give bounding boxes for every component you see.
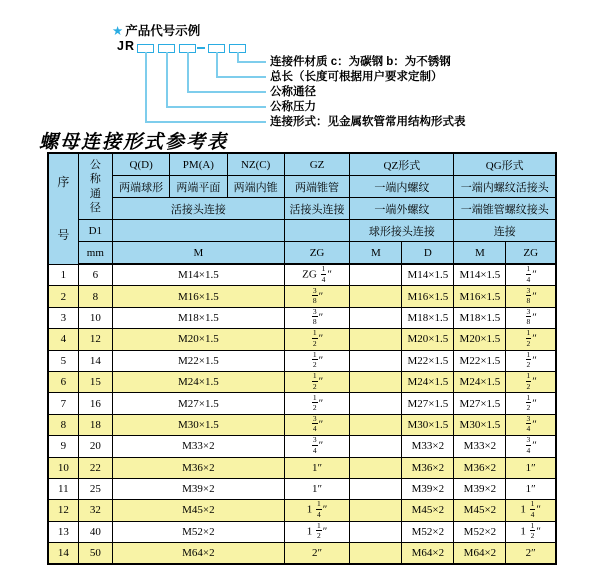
cell-dn: 22 <box>78 457 112 478</box>
cell-gz: ZG $\frac{1}{4}$ ″ <box>284 264 350 286</box>
cell-qg-m: M33×2 <box>454 436 506 457</box>
cell-qg-zg: $\frac{1}{2}$ ″ <box>506 371 556 392</box>
cell-m: M45×2 <box>113 500 285 521</box>
header-pm-sub: 两端平面 <box>170 176 227 198</box>
cell-seq: 13 <box>48 521 78 542</box>
table-row <box>48 436 556 457</box>
table-row <box>48 371 556 392</box>
cell-m: M20×1.5 <box>113 329 285 350</box>
cell-gz: 1″ <box>284 478 350 499</box>
cell-qz-m <box>350 521 402 542</box>
cell-qz-d: M24×1.5 <box>402 371 454 392</box>
cell-qg-zg: $\frac{1}{2}$ ″ <box>506 329 556 350</box>
table-row <box>48 500 556 521</box>
header-d1: D1 <box>78 220 112 242</box>
cell-qg-m: M20×1.5 <box>454 329 506 350</box>
header-qz-m: M <box>350 242 402 265</box>
cell-seq: 3 <box>48 307 78 328</box>
cell-qg-m: M36×2 <box>454 457 506 478</box>
table-row <box>48 264 556 286</box>
table-title: 螺母连接形式参考表 <box>39 132 229 153</box>
table-row <box>48 329 556 350</box>
cell-qg-m: M18×1.5 <box>454 307 506 328</box>
cell-qz-m <box>350 457 402 478</box>
header-qg-m: M <box>454 242 506 265</box>
header-qg-row4: 连接 <box>454 220 556 242</box>
cell-qz-m <box>350 393 402 414</box>
leader-line <box>216 52 218 77</box>
cell-qg-m: M30×1.5 <box>454 414 506 435</box>
cell-qg-m: M24×1.5 <box>454 371 506 392</box>
cell-dn: 14 <box>78 350 112 371</box>
cell-gz: 1″ <box>284 457 350 478</box>
header-pm: PM(A) <box>170 153 227 176</box>
cell-qz-d: M16×1.5 <box>402 286 454 307</box>
leader-line <box>187 91 266 93</box>
leader-line <box>166 106 266 108</box>
cell-qz-m <box>350 414 402 435</box>
code-dash <box>197 47 205 49</box>
cell-seq: 9 <box>48 436 78 457</box>
header-qg-zg: ZG <box>506 242 556 265</box>
cell-qg-m: M16×1.5 <box>454 286 506 307</box>
cell-qg-zg: $\frac{3}{8}$ ″ <box>506 286 556 307</box>
cell-qz-d: M39×2 <box>402 478 454 499</box>
cell-qz-d: M22×1.5 <box>402 350 454 371</box>
cell-qz-m <box>350 436 402 457</box>
cell-dn: 32 <box>78 500 112 521</box>
star-icon: ★ <box>112 24 124 38</box>
cell-qg-zg: $\frac{1}{4}$ ″ <box>506 264 556 286</box>
cell-qg-m: M14×1.5 <box>454 264 506 286</box>
header-m: M <box>113 242 285 265</box>
cell-m: M30×1.5 <box>113 414 285 435</box>
cell-qg-zg: 1 $\frac{1}{2}$ ″ <box>506 521 556 542</box>
leader-line <box>145 121 266 123</box>
header-gz-sub: 两端锥管 <box>284 176 350 198</box>
header-q-sub: 两端球形 <box>113 176 170 198</box>
cell-seq: 6 <box>48 371 78 392</box>
code-label-material: 连接件材质 c：为碳钢 b：为不锈钢 <box>270 56 451 68</box>
cell-qz-m <box>350 371 402 392</box>
table-row <box>48 521 556 542</box>
cell-m: M36×2 <box>113 457 285 478</box>
cell-seq: 11 <box>48 478 78 499</box>
cell-m: M39×2 <box>113 478 285 499</box>
code-label-pressure: 公称压力 <box>270 101 316 113</box>
cell-qg-zg: 1 $\frac{1}{4}$ ″ <box>506 500 556 521</box>
table-row <box>48 457 556 478</box>
product-code-heading-text: 产品代号示例 <box>125 24 201 38</box>
table-row <box>48 307 556 328</box>
cell-gz: $\frac{1}{2}$ ″ <box>284 350 350 371</box>
cell-qg-zg: $\frac{3}{8}$ ″ <box>506 307 556 328</box>
header-gz-row3: 活接头连接 <box>284 198 350 220</box>
table-row <box>48 393 556 414</box>
empty-cell <box>284 220 350 242</box>
header-gz: GZ <box>284 153 350 176</box>
cell-gz: 1 $\frac{1}{4}$ ″ <box>284 500 350 521</box>
nut-connection-table <box>47 152 557 565</box>
header-qg-row3: 一端锥管螺纹接头 <box>454 198 556 220</box>
cell-qg-zg: $\frac{3}{4}$ ″ <box>506 436 556 457</box>
header-qg-sub: 一端内螺纹活接头 <box>454 176 556 198</box>
cell-qz-d: M45×2 <box>402 500 454 521</box>
product-code-heading <box>112 21 200 39</box>
cell-m: M64×2 <box>113 543 285 565</box>
cell-dn: 15 <box>78 371 112 392</box>
cell-qg-zg: $\frac{3}{4}$ ″ <box>506 414 556 435</box>
cell-qz-m <box>350 286 402 307</box>
cell-gz: 1 $\frac{1}{2}$ ″ <box>284 521 350 542</box>
table-row <box>48 414 556 435</box>
cell-qz-m <box>350 329 402 350</box>
cell-gz: $\frac{1}{2}$ ″ <box>284 371 350 392</box>
cell-dn: 16 <box>78 393 112 414</box>
cell-qg-zg: $\frac{1}{2}$ ″ <box>506 393 556 414</box>
cell-seq: 5 <box>48 350 78 371</box>
header-zg: ZG <box>284 242 350 265</box>
header-qz: QZ形式 <box>350 153 454 176</box>
table-row <box>48 543 556 565</box>
code-label-diameter: 公称通径 <box>270 86 316 98</box>
product-code-prefix: JR <box>117 39 135 53</box>
cell-qg-m: M27×1.5 <box>454 393 506 414</box>
cell-gz: $\frac{3}{4}$ ″ <box>284 414 350 435</box>
cell-seq: 7 <box>48 393 78 414</box>
cell-qz-m <box>350 543 402 565</box>
cell-qz-d: M18×1.5 <box>402 307 454 328</box>
cell-qz-d: M52×2 <box>402 521 454 542</box>
cell-seq: 4 <box>48 329 78 350</box>
cell-qz-m <box>350 350 402 371</box>
cell-qz-d: M14×1.5 <box>402 264 454 286</box>
header-dn: 公称通径 <box>78 153 112 220</box>
cell-gz: $\frac{1}{2}$ ″ <box>284 393 350 414</box>
header-seq: 序号 <box>48 153 78 264</box>
cell-seq: 10 <box>48 457 78 478</box>
cell-dn: 18 <box>78 414 112 435</box>
empty-cell <box>113 220 285 242</box>
cell-qz-d: M33×2 <box>402 436 454 457</box>
code-label-length: 总长（长度可根据用户要求定制） <box>270 71 443 83</box>
header-qz-row4: 球形接头连接 <box>350 220 454 242</box>
code-label-connection: 连接形式：见金属软管常用结构形式表 <box>270 116 466 128</box>
cell-seq: 1 <box>48 264 78 286</box>
cell-qz-m <box>350 500 402 521</box>
cell-dn: 12 <box>78 329 112 350</box>
cell-qg-m: M45×2 <box>454 500 506 521</box>
cell-m: M24×1.5 <box>113 371 285 392</box>
cell-gz: 2″ <box>284 543 350 565</box>
header-mm: mm <box>78 242 112 265</box>
cell-seq: 2 <box>48 286 78 307</box>
cell-qz-d: M27×1.5 <box>402 393 454 414</box>
leader-line <box>145 52 147 122</box>
table-row <box>48 478 556 499</box>
header-nz-sub: 两端内锥 <box>227 176 284 198</box>
cell-gz: $\frac{3}{8}$ ″ <box>284 286 350 307</box>
header-union-row3: 活接头连接 <box>113 198 285 220</box>
cell-seq: 8 <box>48 414 78 435</box>
cell-seq: 12 <box>48 500 78 521</box>
cell-m: M22×1.5 <box>113 350 285 371</box>
cell-gz: $\frac{3}{8}$ ″ <box>284 307 350 328</box>
cell-gz: $\frac{3}{4}$ ″ <box>284 436 350 457</box>
cell-qg-zg: 1″ <box>506 457 556 478</box>
cell-m: M14×1.5 <box>113 264 285 286</box>
cell-qg-m: M22×1.5 <box>454 350 506 371</box>
cell-m: M18×1.5 <box>113 307 285 328</box>
header-qz-d: D <box>402 242 454 265</box>
cell-qz-d: M30×1.5 <box>402 414 454 435</box>
cell-qz-d: M20×1.5 <box>402 329 454 350</box>
leader-line <box>166 52 168 107</box>
table-row <box>48 286 556 307</box>
cell-gz: $\frac{1}{2}$ ″ <box>284 329 350 350</box>
cell-qz-d: M36×2 <box>402 457 454 478</box>
header-qz-row3: 一端外螺纹 <box>350 198 454 220</box>
header-q: Q(D) <box>113 153 170 176</box>
table-row <box>48 350 556 371</box>
cell-dn: 40 <box>78 521 112 542</box>
cell-dn: 50 <box>78 543 112 565</box>
cell-m: M27×1.5 <box>113 393 285 414</box>
leader-line <box>216 76 266 78</box>
header-qz-sub: 一端内螺纹 <box>350 176 454 198</box>
cell-qg-m: M39×2 <box>454 478 506 499</box>
cell-qg-zg: $\frac{1}{2}$ ″ <box>506 350 556 371</box>
leader-line <box>237 61 266 63</box>
cell-qg-zg: 1″ <box>506 478 556 499</box>
cell-qz-d: M64×2 <box>402 543 454 565</box>
leader-line <box>187 52 189 92</box>
cell-dn: 25 <box>78 478 112 499</box>
header-nz: NZ(C) <box>227 153 284 176</box>
cell-dn: 20 <box>78 436 112 457</box>
cell-qg-zg: 2″ <box>506 543 556 565</box>
cell-m: M52×2 <box>113 521 285 542</box>
cell-dn: 8 <box>78 286 112 307</box>
cell-m: M33×2 <box>113 436 285 457</box>
cell-qz-m <box>350 264 402 286</box>
cell-qg-m: M64×2 <box>454 543 506 565</box>
cell-m: M16×1.5 <box>113 286 285 307</box>
cell-seq: 14 <box>48 543 78 565</box>
header-qg: QG形式 <box>454 153 556 176</box>
cell-qz-m <box>350 307 402 328</box>
cell-dn: 10 <box>78 307 112 328</box>
cell-qz-m <box>350 478 402 499</box>
cell-dn: 6 <box>78 264 112 286</box>
cell-qg-m: M52×2 <box>454 521 506 542</box>
